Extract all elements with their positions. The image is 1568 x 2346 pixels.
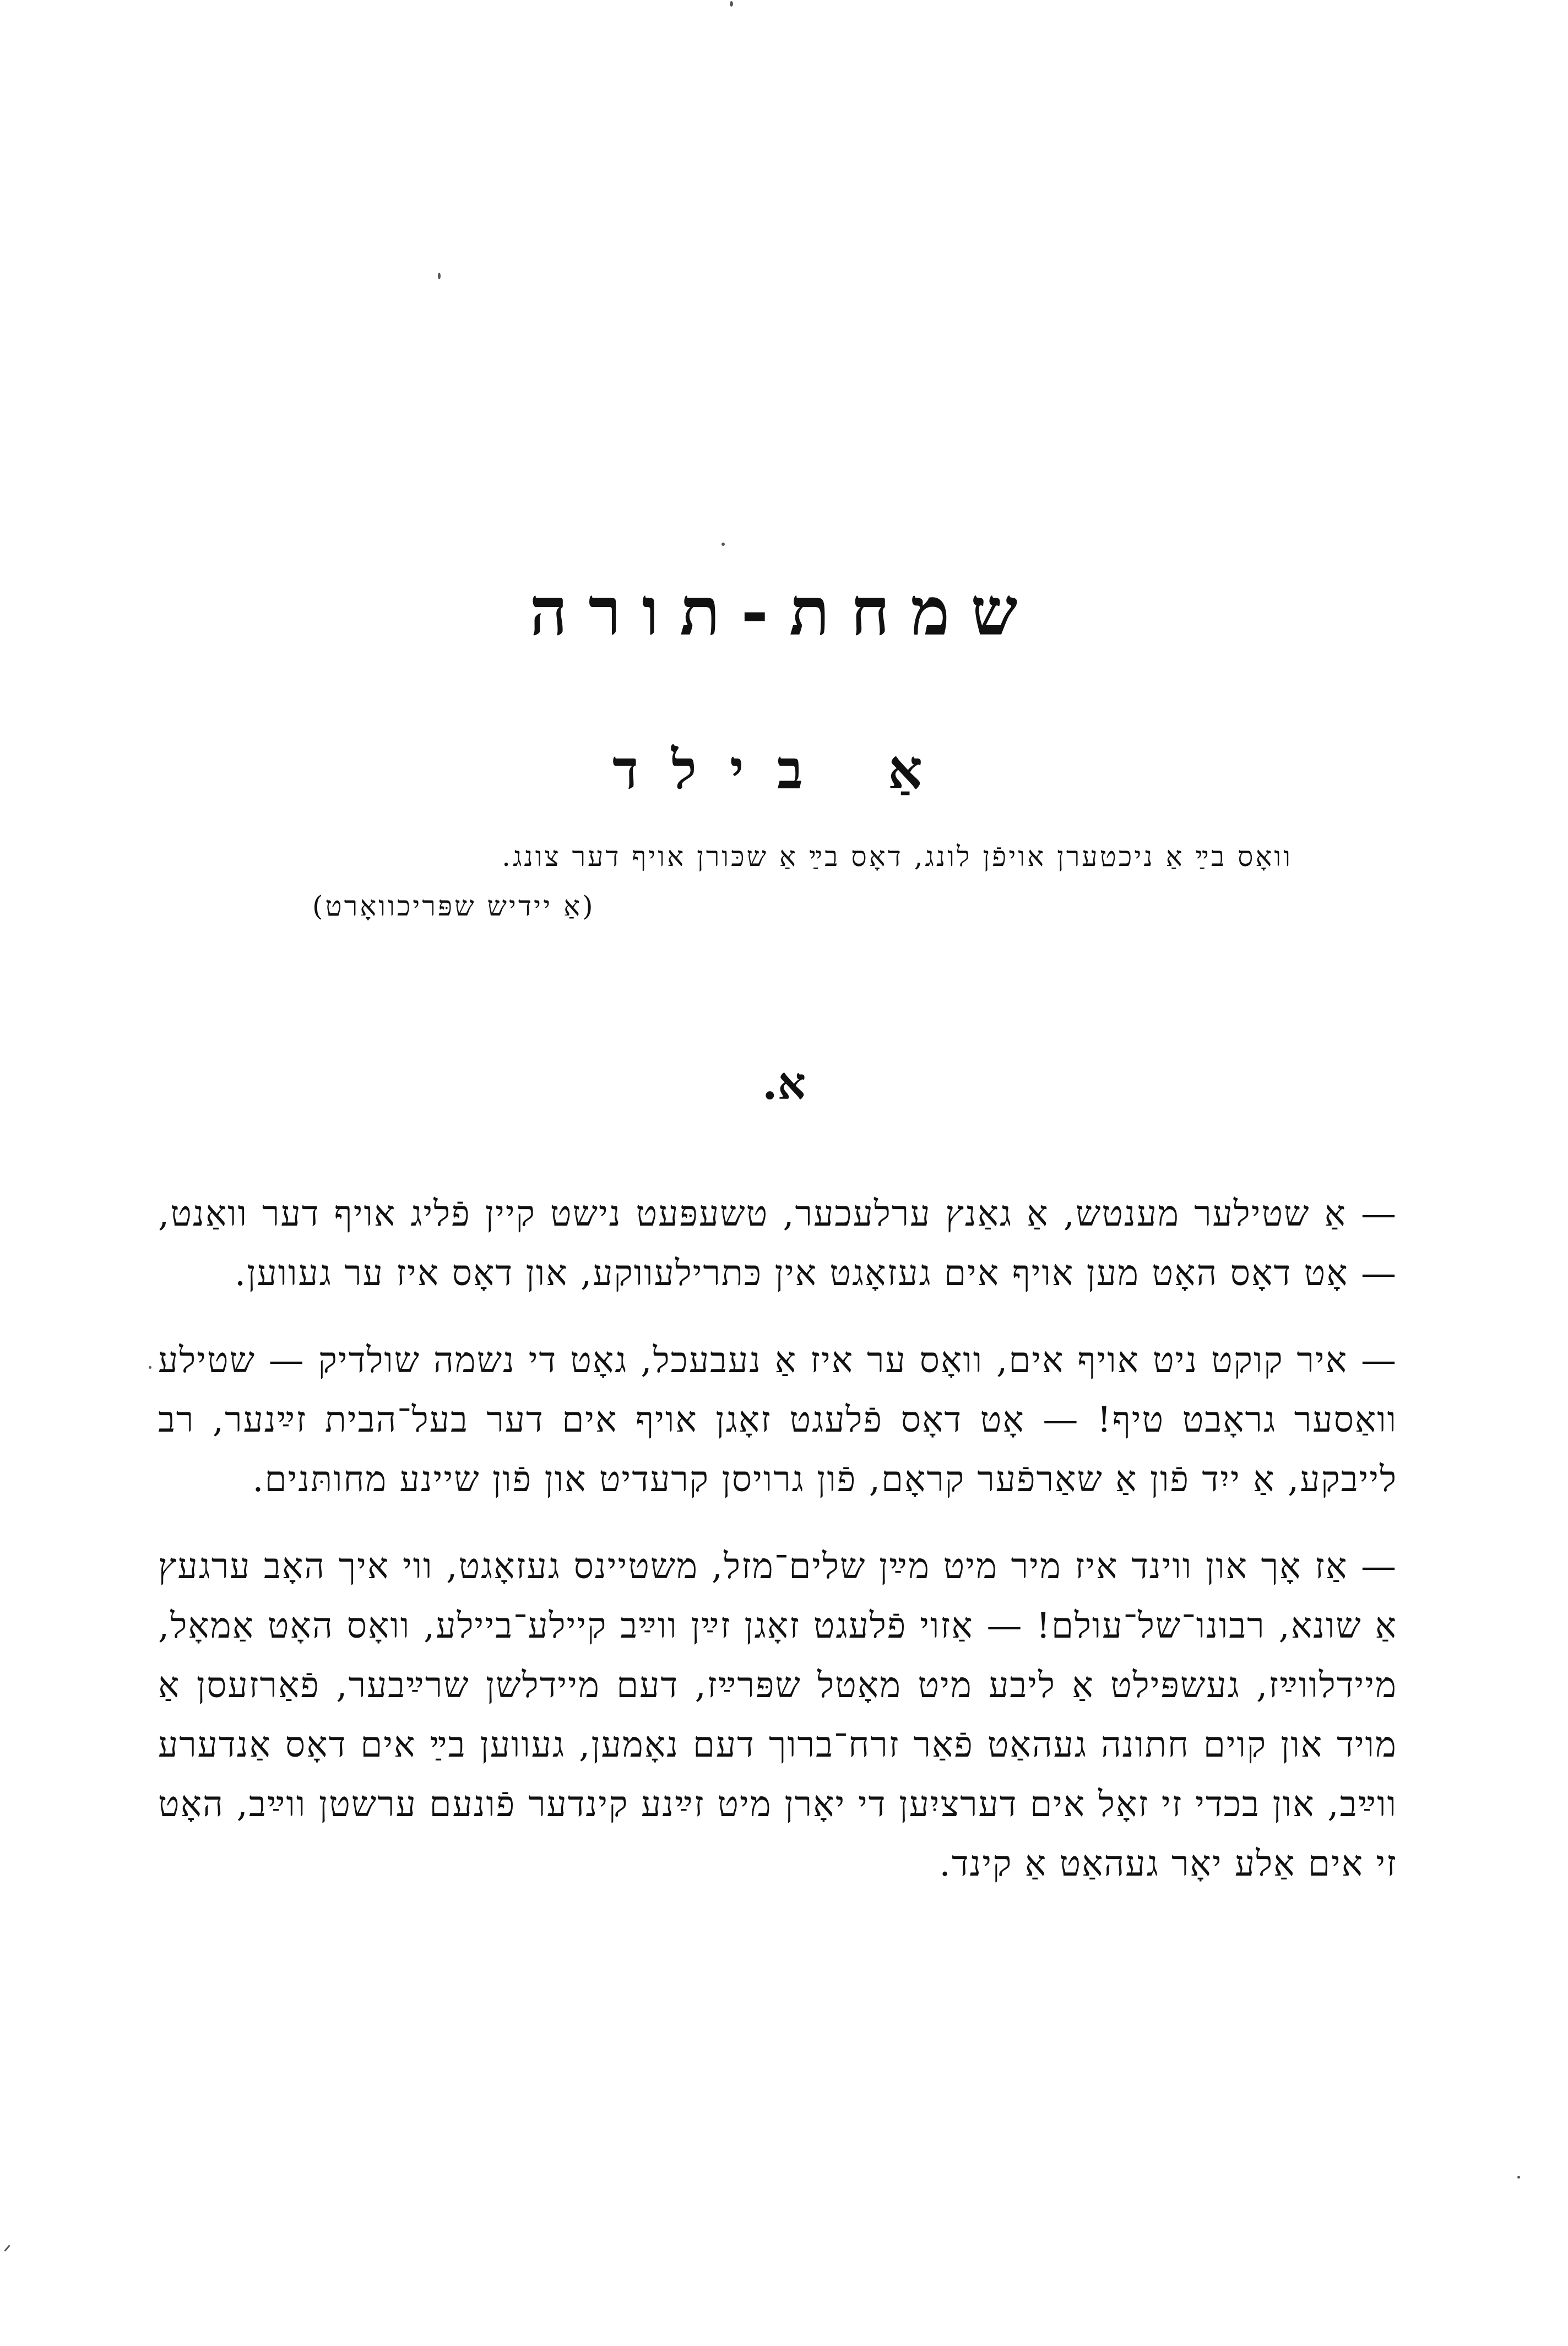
page-title: שמחת-תורה [529, 573, 1039, 651]
epigraph-source: (אַ יידיש שפּריכוואָרט) [312, 890, 595, 922]
epigraph-text: וואָס בײַ אַ ניכטערן אויפֿן לונג, דאָס בײַ אַ שכּורן אויף דער צונג. [502, 841, 1293, 873]
section-number: א. [762, 1058, 806, 1109]
scan-speck [1517, 2176, 1520, 2179]
paragraph-1: — אַ שטילער מענטש, אַ גאַנץ ערלעכער, טשעפּעט נישט קיין פֿליג אויף דער וואַנט, — אָט דאָס האָט מען אויף אים געזאָגט אין כּתרילעווקע, און דאָס איז ער געווען. [158, 1194, 1397, 1294]
paragraph-3: — אַז אָך און ווינד איז מיר מיט מײַן שלים־מזל, משטיינס געזאָגט, ווי איך האָב ערגעץ אַ שונא, רבונו־של־עולם! — אַזוי פֿלעגט זאָגן זײַן ווײַב קיילע־ביילע, וואָס האָט אַמאָל, מיידלווײַז, געשפּילט אַ ליבע מיט מאָטל שפּרײַז, דעם מיידלשן שרײַבער, פֿאַרזעסן אַ מויד און קוים חתונה געהאַט פֿאַר זרח־ברוך דעם נאָמען, געווען בײַ אים דאָס אַנדערע ווײַב, און בכדי זי זאָל אים דערציִען די יאָרן מיט זײַנע קינדער פֿונעם ערשטן ווײַב, האָט זי אים אַלע יאָר געהאַט אַ קינד. [158, 1546, 1397, 1884]
body-text [158, 1184, 1397, 1921]
scan-speck [730, 1, 733, 7]
page-subtitle: אַ בילד [612, 738, 956, 801]
scan-speck [438, 273, 441, 279]
paragraph-2: — איר קוקט ניט אויף אים, וואָס ער איז אַ נעבעכל, גאָט די נשמה שולדיק — שטילע וואַסער גראָבט טיף! — אָט דאָס פֿלעגט זאָגן אויף אים דער בעל־הבית זײַנער, רב לייבקע, אַ ייִד פֿון אַ שאַרפֿער קראָם, פֿון גרויסן קרעדיט און פֿון שיינע מחותּנים. [158, 1340, 1398, 1500]
scan-speck [721, 543, 725, 546]
scan-speck [4, 2245, 10, 2252]
scan-speck [149, 1366, 151, 1369]
epigraph [246, 832, 1293, 931]
